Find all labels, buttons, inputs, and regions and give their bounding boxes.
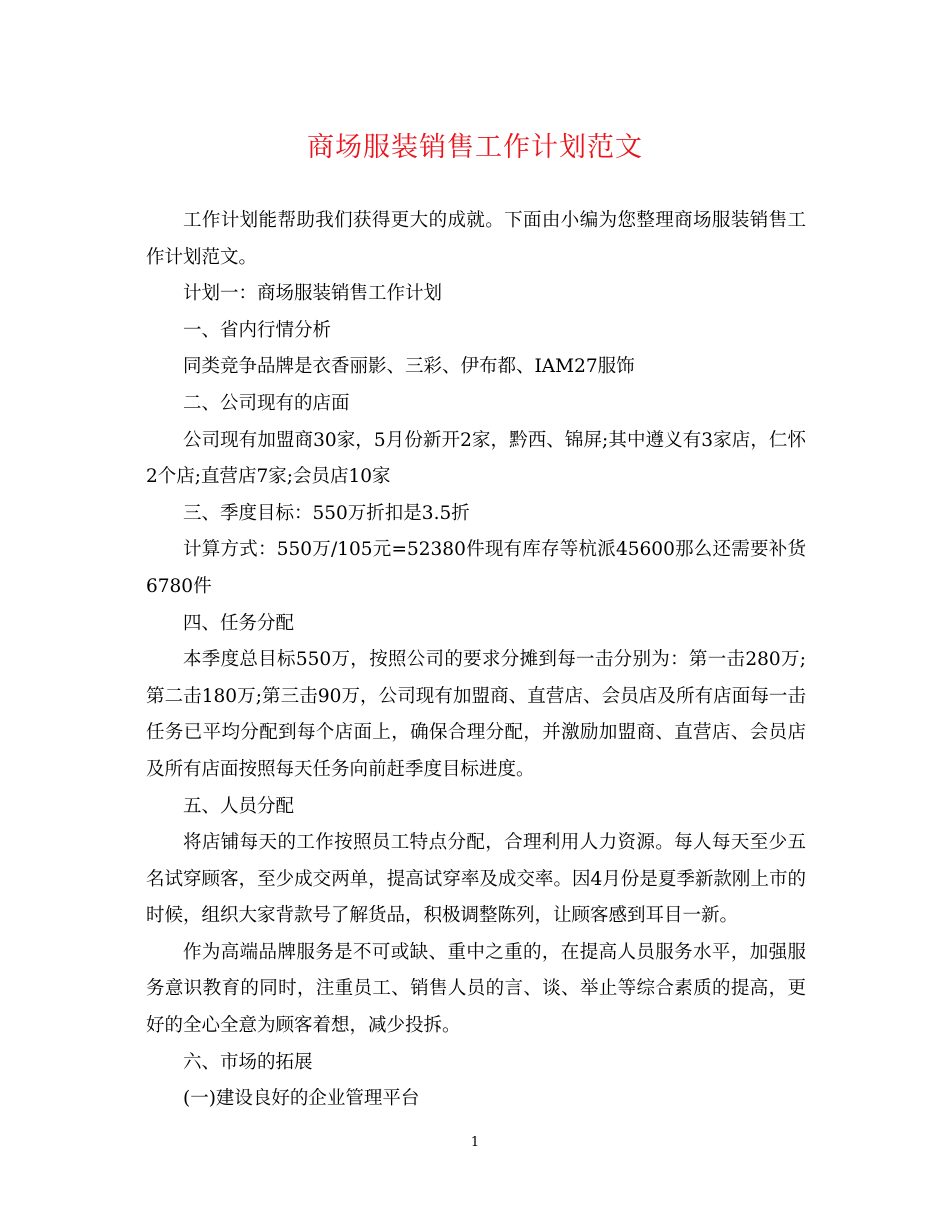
section-heading-staff-allocation: 五、人员分配 [183,795,295,817]
subsection-heading-management-platform: (一)建设良好的企业管理平台 [183,1088,420,1110]
paragraph-service: 作为高端品牌服务是不可或缺、重中之重的，在提高人员服务水平，加强服务意识教育的同时，注重员工、销售人员的言、谈、举止等综合素质的提高，更好的全心全意为顾客着想，减少投拆。 [146,941,806,1037]
paragraph-competitors: 同类竞争品牌是衣香丽影、三彩、伊布都、IAM27服饰 [183,356,635,378]
page-number: 1 [470,1135,480,1150]
section-heading-market-expansion: 六、市场的拓展 [183,1051,313,1073]
document-title: 商场服装销售工作计划范文 [307,132,643,163]
paragraph-store-count: 公司现有加盟商30家，5月份新开2家，黔西、锦屏;其中遵义有3家店，仁怀2个店;直营店7家;会员店10家 [146,429,806,488]
section-heading-existing-stores: 二、公司现有的店面 [183,392,350,414]
paragraph-staff-allocation: 将店铺每天的工作按照员工特点分配，合理利用人力资源。每人每天至少五名试穿顾客，至少成交两单，提高试穿率及成交率。因4月份是夏季新款刚上市的时候，组织大家背款号了解货品，积极调整陈列，让顾客感到耳目一新。 [146,832,806,927]
section-heading-task-allocation: 四、任务分配 [183,612,295,634]
paragraph-intro: 工作计划能帮助我们获得更大的成就。下面由小编为您整理商场服装销售工作计划范文。 [146,210,806,268]
section-heading-quarter-target: 三、季度目标：550万折扣是3.5折 [183,502,470,524]
paragraph-calculation: 计算方式：550万/105元=52380件现有库存等杭派45600那么还需要补货6780件 [146,539,806,597]
paragraph-task-allocation: 本季度总目标550万，按照公司的要求分摊到每一击分别为：第一击280万;第二击180万;第三击90万，公司现有加盟商、直营店、会员店及所有店面每一击任务已平均分配到每个店面上，确保合理分配，并激励加盟商、直营店、会员店及所有店面按照每天任务向前赶季度目标进度。 [146,649,806,780]
document-body [146,203,806,1118]
section-heading-market-analysis: 一、省内行情分析 [183,319,332,341]
paragraph-plan-one-heading: 计划一：商场服装销售工作计划 [183,283,443,305]
